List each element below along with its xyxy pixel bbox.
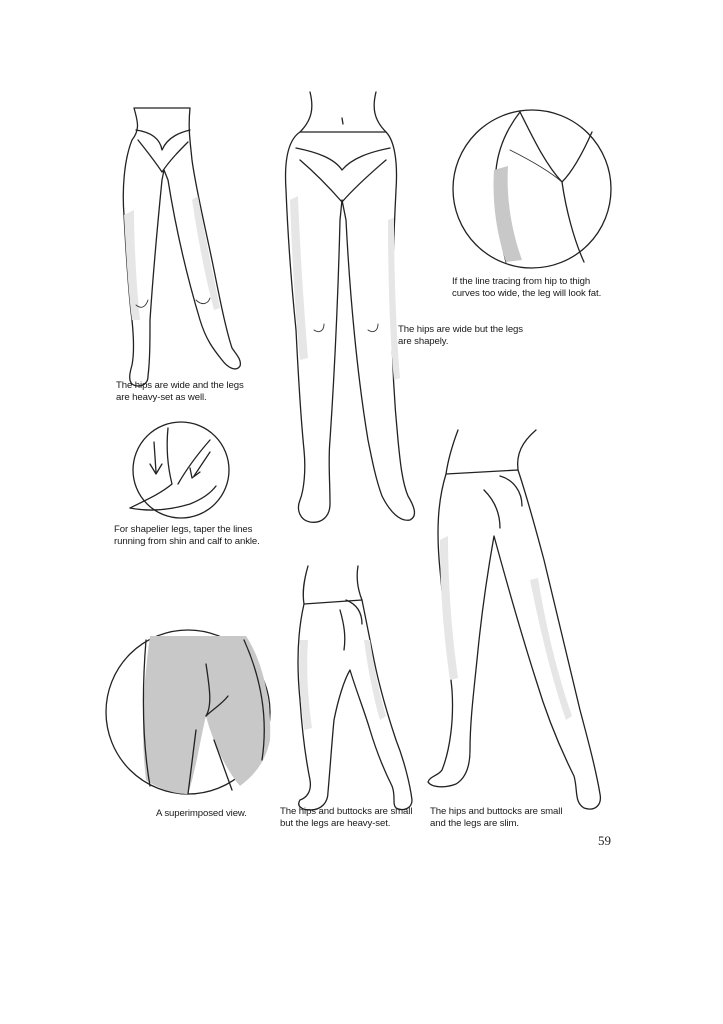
caption-line: The hips are wide and the legs — [116, 380, 244, 391]
caption-line: If the line tracing from hip to thigh — [452, 276, 591, 287]
caption-line: The hips are wide but the legs — [398, 324, 523, 335]
caption-superimposed — [156, 808, 247, 820]
figure-shapely-legs — [286, 92, 415, 522]
caption-line: The hips and buttocks are small — [280, 806, 413, 817]
caption-hip-thigh-line — [452, 276, 601, 299]
caption-line: are shapely. — [398, 335, 449, 347]
caption-line: The hips and buttocks are small — [430, 806, 563, 817]
caption-line: are heavy-set as well. — [116, 391, 207, 403]
caption-line: running from shin and calf to ankle. — [114, 535, 260, 547]
caption-heavy-set-legs — [116, 380, 244, 403]
figure-small-hips-slim-legs — [428, 430, 600, 809]
caption-small-hips-heavy-legs — [280, 806, 412, 829]
detail-hip-thigh-circle — [453, 110, 611, 268]
caption-small-hips-slim-legs — [430, 806, 562, 829]
caption-line: and the legs are slim. — [430, 817, 519, 829]
caption-shapely-legs — [398, 324, 523, 347]
figure-small-hips-heavy-legs — [298, 566, 412, 810]
caption-taper-lines — [114, 524, 260, 547]
figure-heavy-set-legs — [123, 108, 240, 386]
caption-line: curves too wide, the leg will look fat. — [452, 287, 602, 299]
caption-line: but the legs are heavy-set. — [280, 817, 391, 829]
caption-line: For shapelier legs, taper the lines — [114, 524, 253, 535]
detail-superimposed-circle — [106, 630, 270, 794]
detail-taper-lines-circle — [130, 422, 229, 518]
caption-line: A superimposed view. — [156, 808, 247, 819]
page-number: 59 — [598, 833, 611, 848]
